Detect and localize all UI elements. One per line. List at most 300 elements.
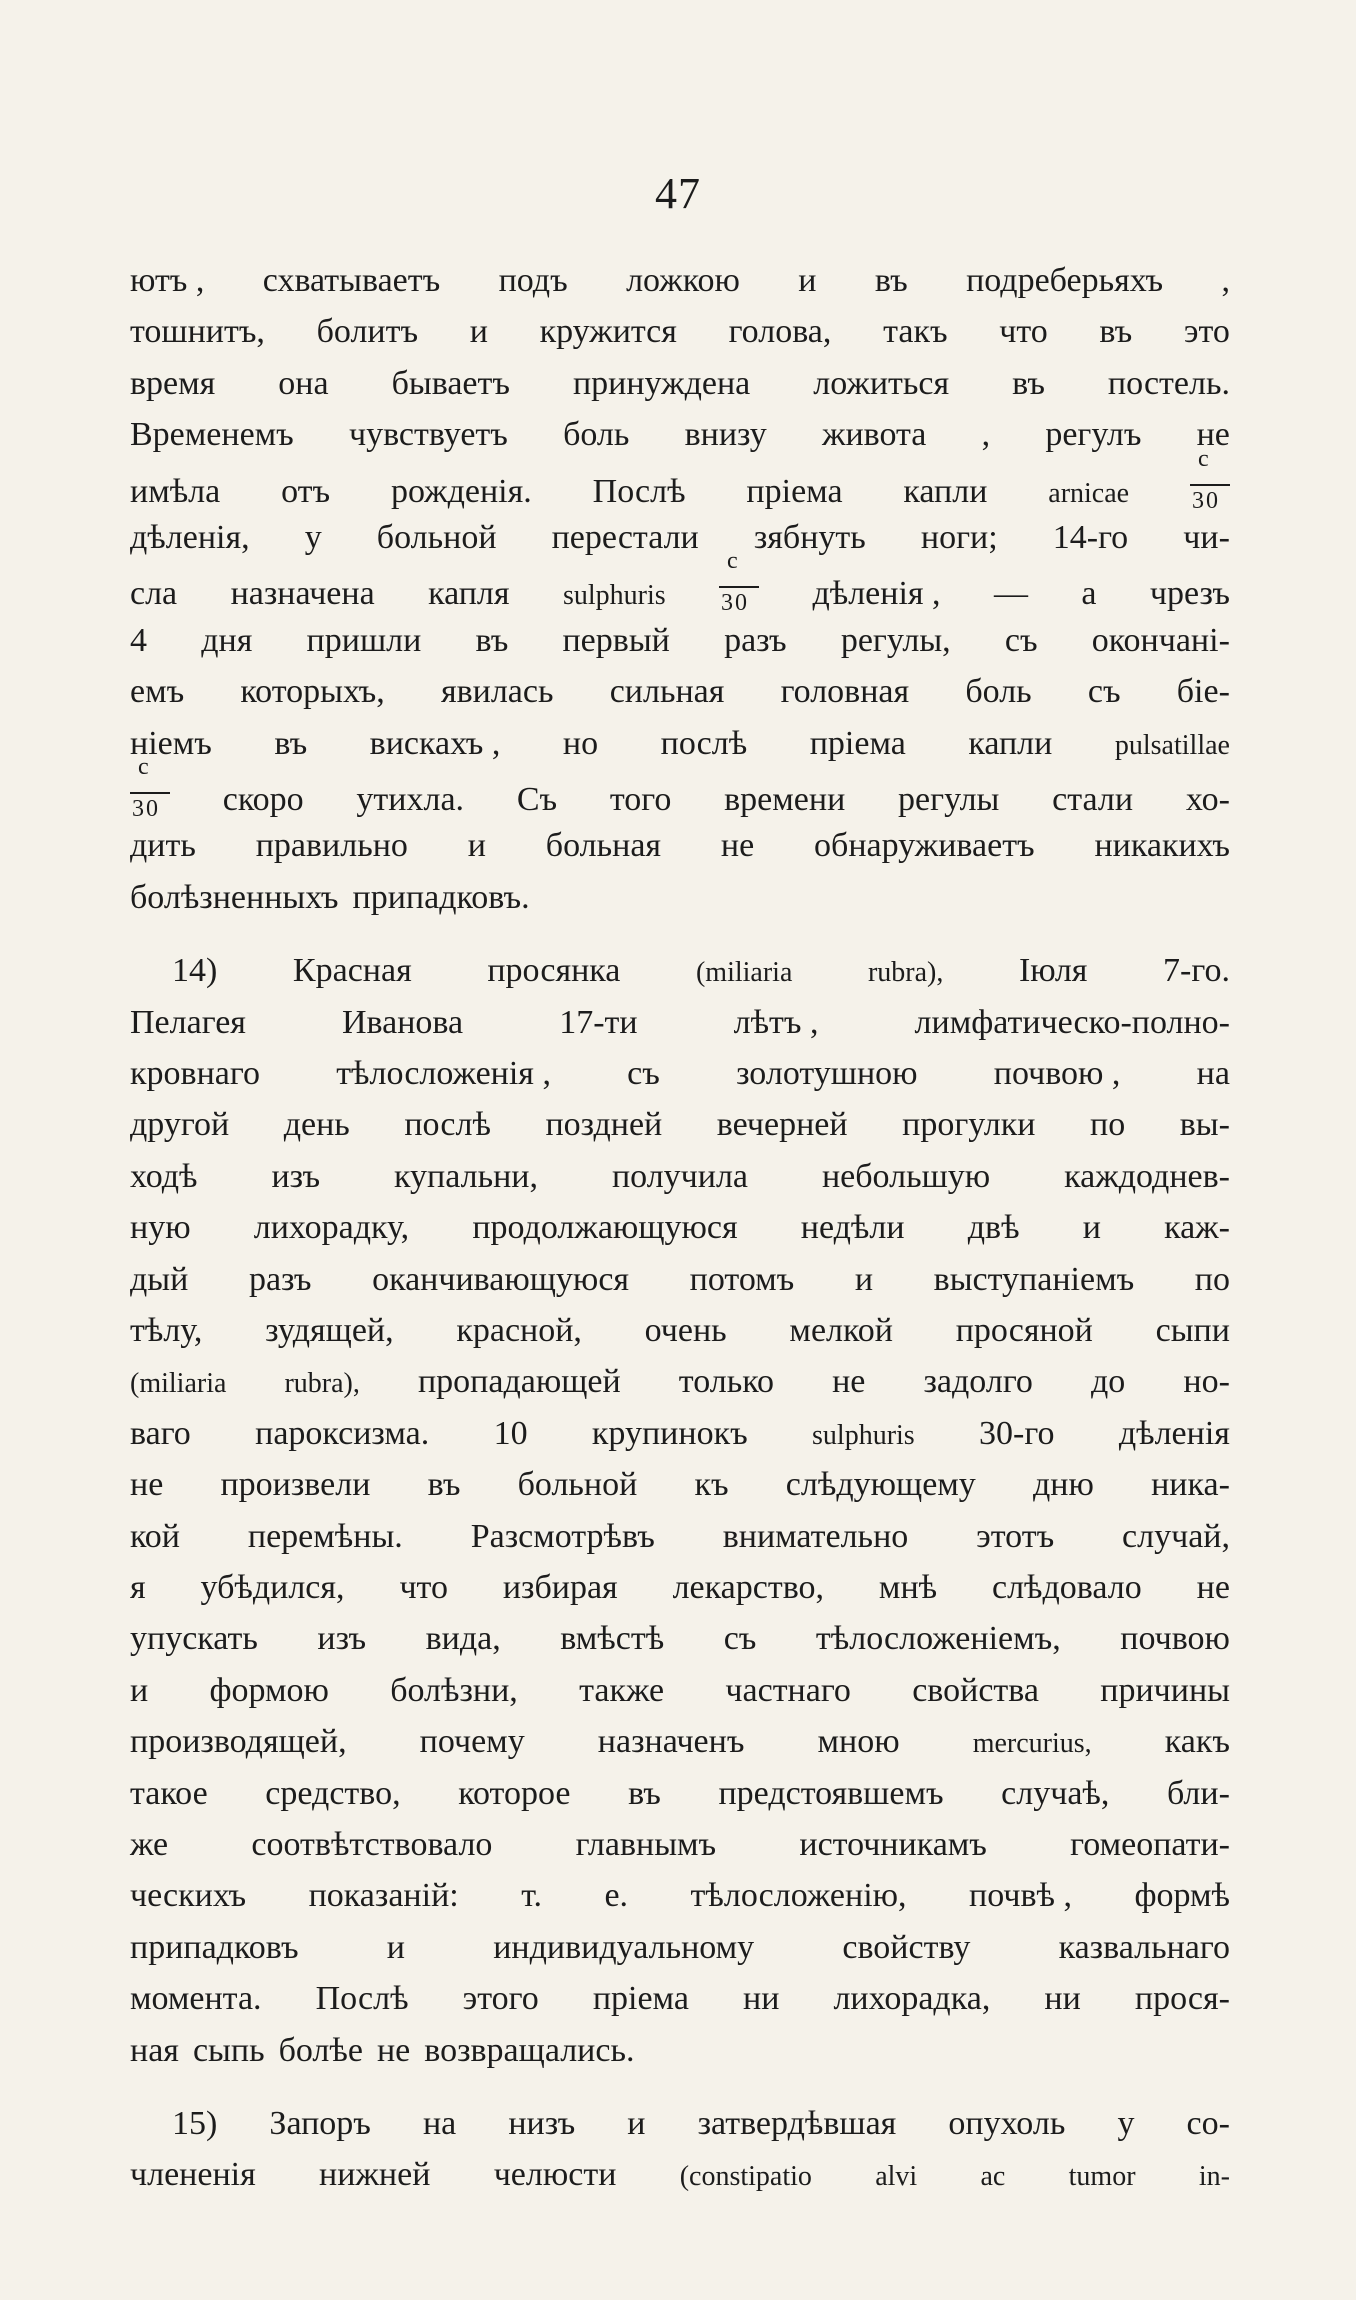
word: просянка xyxy=(487,952,621,990)
text-line xyxy=(130,1158,1230,1209)
word: 17-ти xyxy=(559,1003,638,1041)
word: (miliaria xyxy=(130,1368,227,1400)
word: казвальнаго xyxy=(1058,1928,1230,1966)
word: ложиться xyxy=(813,364,950,402)
word: Пелагея xyxy=(130,1003,246,1041)
word: перемѣны. xyxy=(247,1517,403,1555)
word: не xyxy=(130,1466,164,1504)
text-line xyxy=(130,519,1230,570)
word: обнаруживаетъ xyxy=(814,827,1035,865)
word: поздней xyxy=(545,1106,663,1144)
word: 4 xyxy=(130,621,147,659)
word: дить xyxy=(130,827,196,865)
word: припадковъ. xyxy=(352,878,530,916)
word: которыхъ, xyxy=(240,673,385,711)
word: 14) xyxy=(172,952,218,990)
word: вискахъ , xyxy=(369,724,501,762)
fraction-30th-dilution xyxy=(719,548,759,617)
word: постель. xyxy=(1107,364,1230,402)
word: кой xyxy=(130,1517,180,1555)
word: sulphuris xyxy=(562,580,666,612)
word: болитъ xyxy=(316,313,419,351)
word: ни xyxy=(743,1980,780,2018)
word: такъ xyxy=(883,313,948,351)
word: почему xyxy=(419,1723,525,1761)
fraction-30th-dilution xyxy=(1190,445,1230,514)
word: ную xyxy=(130,1209,191,1247)
word: изъ xyxy=(271,1157,321,1195)
word: больной xyxy=(376,519,497,556)
word: случай, xyxy=(1122,1517,1230,1555)
word: формѣ xyxy=(1134,1877,1230,1915)
word: мною xyxy=(817,1723,900,1761)
word: я xyxy=(130,1569,146,1606)
text-line xyxy=(130,1312,1230,1363)
word: это xyxy=(1183,313,1230,351)
text-line xyxy=(130,1877,1230,1928)
word: вида, xyxy=(425,1620,501,1658)
word: времени xyxy=(724,781,846,818)
word: болѣе xyxy=(278,2031,363,2069)
word: въ xyxy=(1012,364,1045,402)
word: на xyxy=(1196,1055,1230,1092)
word: въ xyxy=(274,724,308,762)
word: sulphuris xyxy=(812,1419,915,1451)
word: члененія xyxy=(130,2156,256,2194)
word: дѣленія , xyxy=(812,575,941,613)
word: въ xyxy=(1099,313,1133,351)
word: ноги; xyxy=(920,519,998,556)
word: ніемъ xyxy=(130,724,212,762)
word: на xyxy=(422,2105,457,2142)
word: живота xyxy=(821,416,927,454)
text-line xyxy=(130,1055,1230,1106)
word: боль xyxy=(563,416,630,454)
word: съ xyxy=(627,1055,660,1092)
word: соотвѣтствовало xyxy=(251,1826,493,1863)
text-line xyxy=(130,1620,1230,1671)
fraction-denominator: 30 xyxy=(132,796,160,822)
word: не xyxy=(376,2031,411,2069)
word: съ xyxy=(1004,621,1038,659)
word: , xyxy=(1221,262,1230,299)
word: прогулки xyxy=(902,1106,1036,1144)
word: такое xyxy=(130,1774,208,1812)
word: двѣ xyxy=(967,1209,1020,1247)
word: тѣлосложеніемъ, xyxy=(815,1620,1061,1658)
text-line xyxy=(130,1466,1230,1517)
fraction-denominator: 30 xyxy=(721,590,750,617)
fraction-30th-dilution xyxy=(130,754,170,822)
word: rubra), xyxy=(867,957,944,989)
word: Временемъ xyxy=(130,416,294,454)
word: боль xyxy=(965,673,1032,711)
text-line xyxy=(130,313,1230,364)
word: причины xyxy=(1100,1671,1230,1709)
word: мнѣ xyxy=(878,1569,938,1606)
text-line xyxy=(130,2032,1230,2083)
word: показаній: xyxy=(308,1877,459,1915)
fraction-bar xyxy=(719,586,759,588)
word: Красная xyxy=(292,952,412,990)
word: что xyxy=(399,1569,448,1606)
word: что xyxy=(999,313,1048,351)
word: (constipatio xyxy=(679,2161,812,2193)
word: бли- xyxy=(1166,1774,1230,1812)
word: 10 xyxy=(493,1414,528,1452)
word: купальни, xyxy=(394,1157,539,1195)
word: капли xyxy=(968,724,1053,762)
word: же xyxy=(130,1826,169,1863)
word: пріема xyxy=(592,1980,689,2018)
word: у xyxy=(1117,2105,1135,2142)
page-number: 47 xyxy=(655,169,701,218)
text-line xyxy=(130,1106,1230,1157)
word: челюсти xyxy=(493,2156,617,2194)
word: случаѣ, xyxy=(1001,1774,1110,1812)
word: этотъ xyxy=(976,1517,1055,1555)
word: гомеопати- xyxy=(1070,1826,1230,1863)
word: и xyxy=(467,827,486,865)
text-line xyxy=(130,879,1230,930)
word: кровнаго xyxy=(130,1055,260,1092)
text-line xyxy=(130,1929,1230,1980)
word: рожденія. xyxy=(390,472,532,510)
word: того xyxy=(609,781,672,818)
text-line xyxy=(130,1415,1230,1466)
word: лихорадку, xyxy=(253,1209,410,1247)
word: красной, xyxy=(456,1312,582,1349)
word: въ xyxy=(628,1774,661,1812)
word: Иванова xyxy=(341,1003,464,1041)
word: вмѣстѣ xyxy=(560,1620,665,1658)
word: ложкою xyxy=(626,262,740,299)
word: зудящей, xyxy=(265,1312,394,1349)
fraction-bar xyxy=(130,792,170,794)
word: день xyxy=(283,1106,350,1144)
word: arnicae xyxy=(1048,477,1130,509)
word: явилась xyxy=(440,673,554,711)
word: тѣлу, xyxy=(130,1312,203,1349)
word: у xyxy=(304,519,322,556)
word: регулы, xyxy=(840,621,951,659)
word: первый xyxy=(562,621,670,659)
word: къ xyxy=(694,1466,729,1504)
word: Послѣ xyxy=(592,472,686,510)
word: (miliaria xyxy=(695,957,793,989)
text-line xyxy=(130,1209,1230,1260)
word: хо- xyxy=(1185,781,1230,818)
word: — xyxy=(993,575,1028,613)
word: ника- xyxy=(1151,1466,1230,1504)
word: съ xyxy=(723,1620,757,1658)
text-line xyxy=(130,673,1230,724)
word: получила xyxy=(611,1157,749,1195)
word: пріема xyxy=(809,724,906,762)
word: индивидуальному xyxy=(493,1928,755,1966)
word: послѣ xyxy=(404,1106,491,1144)
word: лѣтъ , xyxy=(733,1003,819,1041)
word: зябнуть xyxy=(753,519,866,556)
word: стали xyxy=(1052,781,1134,818)
word: регулъ xyxy=(1045,416,1142,454)
word: вечерней xyxy=(716,1106,848,1144)
word: скоро xyxy=(222,781,304,818)
word: лекарство, xyxy=(672,1569,825,1606)
word: Іюля xyxy=(1018,952,1088,990)
word: кружится xyxy=(539,313,677,351)
word: сыпь xyxy=(192,2031,265,2069)
text-line xyxy=(130,1672,1230,1723)
word: небольшую xyxy=(821,1157,991,1195)
word: тѣлосложенію, xyxy=(690,1877,907,1915)
word: по xyxy=(1090,1106,1126,1144)
word: внимательно xyxy=(722,1517,909,1555)
text-line xyxy=(130,2105,1230,2156)
word: 15) xyxy=(172,2105,218,2142)
word: правильно xyxy=(255,827,408,865)
fraction-bar xyxy=(1190,484,1230,486)
word: со- xyxy=(1186,2105,1230,2142)
word: пароксизма. xyxy=(255,1414,430,1452)
word: она xyxy=(278,364,329,402)
word: также xyxy=(579,1671,665,1709)
word: in- xyxy=(1198,2161,1230,2193)
word: но- xyxy=(1183,1363,1230,1401)
word: главнымъ xyxy=(575,1826,717,1863)
word: назначенъ xyxy=(597,1723,745,1761)
word: Послѣ xyxy=(315,1980,409,2018)
word: имѣла xyxy=(130,472,221,510)
word: въ xyxy=(475,621,509,659)
word: формою xyxy=(209,1671,329,1709)
word: т. xyxy=(521,1877,542,1915)
word: оканчивающуюся xyxy=(372,1260,630,1298)
word: свойства xyxy=(912,1671,1039,1709)
word: ни xyxy=(1044,1980,1081,2018)
fraction-numerator: c xyxy=(1197,445,1209,472)
word: задолго xyxy=(923,1363,1033,1401)
word: и xyxy=(1082,1209,1101,1247)
word: слѣдовало xyxy=(991,1569,1142,1606)
word: голова, xyxy=(728,313,832,351)
word: изъ xyxy=(317,1620,367,1658)
word: капля xyxy=(428,575,510,613)
word: и xyxy=(386,1928,405,1966)
word: до xyxy=(1091,1363,1126,1401)
word: болѣзненныхъ xyxy=(130,878,339,916)
word: дня xyxy=(201,621,253,659)
word: средство, xyxy=(265,1774,401,1812)
word: не xyxy=(720,827,755,865)
word: чи- xyxy=(1183,519,1230,556)
word: Разсмотрѣвъ xyxy=(470,1517,655,1555)
word: низъ xyxy=(508,2105,576,2142)
text-line xyxy=(130,445,1230,519)
text-line xyxy=(130,416,1230,467)
word: только xyxy=(678,1363,775,1401)
fraction-numerator: c xyxy=(138,754,149,780)
word: сильная xyxy=(609,673,725,711)
text-line xyxy=(130,1004,1230,1055)
word: дѣленія xyxy=(1118,1414,1230,1452)
word: сыпи xyxy=(1155,1312,1230,1349)
word: лимфатическо-полно- xyxy=(914,1003,1230,1041)
word: предстоявшемъ xyxy=(718,1774,944,1812)
word: дый xyxy=(130,1260,189,1298)
word: а xyxy=(1081,575,1097,613)
word: внизу xyxy=(684,416,767,454)
fraction-numerator: c xyxy=(727,548,738,575)
word: подреберьяхъ xyxy=(966,262,1164,299)
word: ютъ , xyxy=(130,262,205,299)
text-line xyxy=(130,1826,1230,1877)
word: упускать xyxy=(130,1620,258,1658)
word: , xyxy=(981,416,991,454)
word: болѣзни, xyxy=(390,1671,518,1709)
word: почвѣ , xyxy=(969,1877,1072,1915)
word: ac xyxy=(980,2161,1006,2193)
word: отъ xyxy=(281,472,331,510)
text-line xyxy=(130,365,1230,416)
word: rubra), xyxy=(284,1368,360,1400)
word: бываетъ xyxy=(391,364,510,402)
word: е. xyxy=(604,1877,629,1915)
text-line xyxy=(130,1261,1230,1312)
word: этого xyxy=(462,1980,539,2018)
word: не xyxy=(832,1363,866,1401)
word: послѣ xyxy=(660,724,748,762)
word: разъ xyxy=(724,621,787,659)
word: очень xyxy=(644,1312,727,1349)
word: затвердѣвшая xyxy=(697,2105,897,2142)
word: каж- xyxy=(1164,1209,1230,1247)
body-text xyxy=(130,262,1230,2208)
word: больная xyxy=(545,827,662,865)
word: вы- xyxy=(1179,1106,1230,1144)
word: мелкой xyxy=(789,1312,893,1349)
word: прося- xyxy=(1134,1980,1230,2018)
text-line xyxy=(130,1775,1230,1826)
word: alvi xyxy=(875,2161,918,2193)
word: пришли xyxy=(306,621,422,659)
word: чувствуетъ xyxy=(348,416,508,454)
word: и xyxy=(627,2105,646,2142)
word: ная xyxy=(130,2031,179,2069)
word: и xyxy=(130,1671,149,1709)
word: схватываетъ xyxy=(262,262,441,299)
word: произвели xyxy=(220,1466,371,1504)
text-line xyxy=(130,754,1230,827)
text-line xyxy=(130,1518,1230,1569)
word: лихорадка, xyxy=(833,1980,991,2018)
word: головная xyxy=(780,673,910,711)
word: пропадающей xyxy=(417,1363,621,1401)
word: и xyxy=(854,1260,874,1298)
word: въ xyxy=(874,262,908,299)
word: пріема xyxy=(746,472,843,510)
word: tumor xyxy=(1068,2161,1136,2193)
text-line xyxy=(130,952,1230,1003)
word: сла xyxy=(130,575,178,613)
word: какъ xyxy=(1164,1723,1230,1761)
word: назначена xyxy=(230,575,375,613)
word: не xyxy=(1196,416,1230,454)
word: pulsatillae xyxy=(1114,729,1230,761)
word: просяной xyxy=(955,1312,1093,1349)
fraction-denominator: 30 xyxy=(1191,487,1220,514)
word: слѣдующему xyxy=(785,1466,976,1504)
text-line xyxy=(130,1569,1230,1620)
word: и xyxy=(798,262,817,299)
word: потомъ xyxy=(689,1260,795,1298)
word: капли xyxy=(903,472,988,510)
word: Запоръ xyxy=(269,2105,371,2142)
word: больной xyxy=(517,1466,638,1504)
word: утихла. xyxy=(356,781,465,818)
word: крупинокъ xyxy=(591,1414,748,1452)
word: тѣлосложенія , xyxy=(336,1055,551,1092)
word: почвою xyxy=(1120,1620,1230,1658)
word: Съ xyxy=(516,781,558,818)
text-line xyxy=(130,1723,1230,1774)
word: ваго xyxy=(130,1414,191,1452)
word: 30-го xyxy=(979,1414,1055,1452)
word: никакихъ xyxy=(1094,827,1230,865)
word: частнаго xyxy=(725,1671,851,1709)
text-line xyxy=(130,262,1230,313)
word: продолжающуюся xyxy=(472,1209,738,1247)
word: тошнитъ, xyxy=(130,313,265,351)
word: недѣли xyxy=(800,1209,905,1247)
word: которое xyxy=(458,1774,571,1812)
word: дню xyxy=(1033,1466,1094,1504)
word: убѣдился, xyxy=(200,1569,345,1606)
word: 7-го. xyxy=(1163,952,1230,990)
text-line xyxy=(130,622,1230,673)
word: ходѣ xyxy=(130,1157,198,1195)
word: разъ xyxy=(248,1260,312,1298)
word: опухоль xyxy=(948,2105,1066,2142)
word: не xyxy=(1196,1569,1230,1606)
word: по xyxy=(1194,1260,1230,1298)
word: дѣленія, xyxy=(130,519,250,556)
text-line xyxy=(130,548,1230,621)
word: регулы xyxy=(898,781,1000,818)
word: mercurius, xyxy=(972,1728,1092,1760)
word: источникамъ xyxy=(799,1826,987,1863)
word: въ xyxy=(427,1466,461,1504)
word: перестали xyxy=(551,519,699,556)
word: производящей, xyxy=(130,1723,347,1761)
word: но xyxy=(562,724,599,762)
text-line xyxy=(130,1980,1230,2031)
word: выступаніемъ xyxy=(933,1260,1135,1298)
word: нижней xyxy=(319,2156,431,2194)
word: принуждена xyxy=(572,364,751,402)
text-line xyxy=(130,2156,1230,2207)
word: избирая xyxy=(502,1569,618,1606)
word: емъ xyxy=(130,673,185,711)
word: біе- xyxy=(1176,673,1230,711)
word: каждоднев- xyxy=(1064,1157,1230,1195)
word: возвращались. xyxy=(424,2031,635,2069)
word: свойству xyxy=(842,1928,971,1966)
word: почвою , xyxy=(993,1055,1121,1092)
word: припадковъ xyxy=(130,1928,299,1966)
word: чрезъ xyxy=(1149,575,1230,613)
word: и xyxy=(469,313,488,351)
